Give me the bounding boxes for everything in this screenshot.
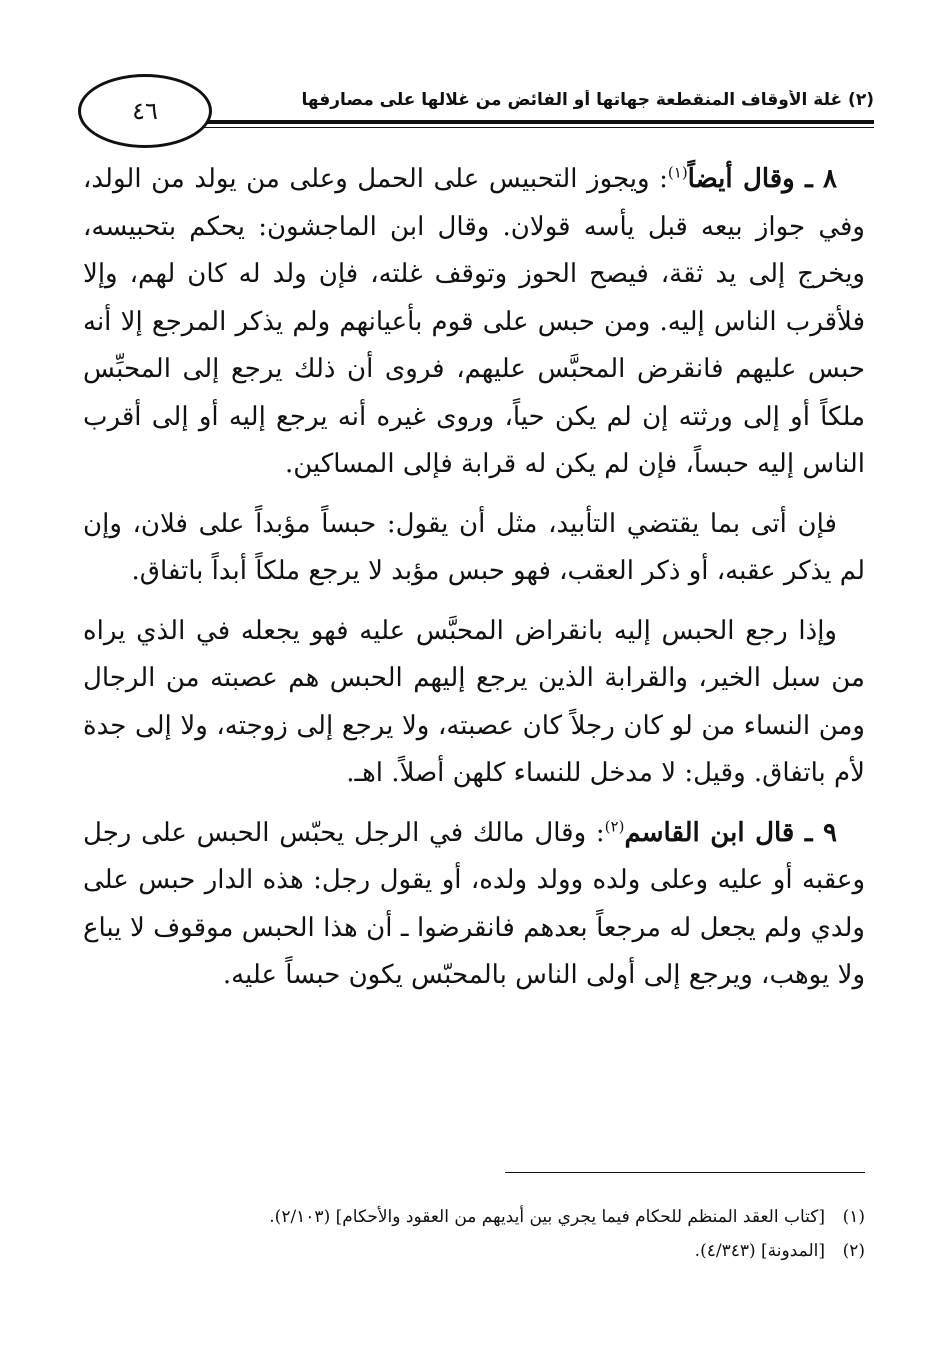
footnotes <box>83 1200 865 1268</box>
footnote-number: (٢) <box>842 1241 865 1261</box>
page-header <box>78 74 874 154</box>
paragraph-8 <box>83 156 865 489</box>
footnote-text: [المدونة] (٤/٣٤٣). <box>694 1241 825 1261</box>
footnote-2 <box>83 1234 865 1268</box>
footnote-number: (١) <box>842 1207 865 1227</box>
footnote-text: [كتاب العقد المنظم للحكام فيما يجري بين أيديهم من العقود والأحكام] (٢/١٠٣). <box>269 1207 825 1227</box>
paragraph-9-lead: ٩ ـ قال ابن القاسم <box>624 817 837 848</box>
footnote-ref-2[interactable]: (٢) <box>604 816 625 835</box>
footnote-ref-1[interactable]: (١) <box>667 163 688 182</box>
header-rule <box>194 120 874 124</box>
paragraph-ta-bid: فإن أتى بما يقتضي التأبيد، مثل أن يقول: حبساً مؤبداً على فلان، وإن لم يذكر عقبه، أو ذكر العقب، فهو حبس مؤبد لا يرجع ملكاً أبداً باتفاق. <box>83 508 865 586</box>
paragraph-9 <box>83 810 865 1000</box>
paragraph-return: وإذا رجع الحبس إليه بانقراض المحبَّس عليه فهو يجعله في الذي يراه من سبل الخير، والقرابة الذين يرجع إليهم الحبس هم عصبته من الرجال ومن النساء من لو كان رجلاً كان عصبته، ولا يرجع إلى زوجته، ولا إلى جدة لأم باتفاق. وقيل: لا مدخل للنساء كلهن أصلاً. اهـ. <box>83 615 865 788</box>
main-text <box>83 156 865 1012</box>
page-number: ٤٦ <box>78 74 212 148</box>
paragraph-8-text: : ويجوز التحبيس على الحمل وعلى من يولد من الولد، وفي جواز بيعه قبل يأسه قولان. وقال ابن الماجشون: يحكم بتحبيسه، ويخرج إلى يد ثقة، فيصح الحوز وتوقف غلته، فإن ولد له كان لهم، وإلا فلأقرب الناس إليه. ومن حبس على قوم بأعيانهم ولم يذكر المرجع إلا أنه حبس عليهم فانقرض المحبَّس عليهم، فروى أن ذلك يرجع إلى المحبِّس ملكاً أو إلى ورثته إن لم يكن حياً، وروى غيره أنه يرجع إليه أو إلى أقرب الناس إليه حبساً، فإن لم يكن له قرابة فإلى المساكين. <box>83 164 865 479</box>
paragraph-9-text: : وقال مالك في الرجل يحبّس الحبس على رجل وعقبه أو عليه وعلى ولده وولد ولده، أو يقول رجل: هذه الدار حبس على ولدي ولم يجعل له مرجعاً بعدهم فانقرضوا ـ أن هذا الحبس موقوف لا يباع ولا يوهب، ويرجع إلى أولى الناس بالمحبّس يكون حبساً عليه. <box>83 817 865 990</box>
footnote-separator <box>505 1172 865 1173</box>
running-title: (٢) غلة الأوقاف المنقطعة جهاتها أو الفائض من غلالها على مصارفها <box>301 90 874 110</box>
paragraph-8-lead: ٨ ـ وقال أيضاً <box>687 164 837 194</box>
header-rule-thin <box>194 127 874 128</box>
footnote-1 <box>83 1200 865 1234</box>
